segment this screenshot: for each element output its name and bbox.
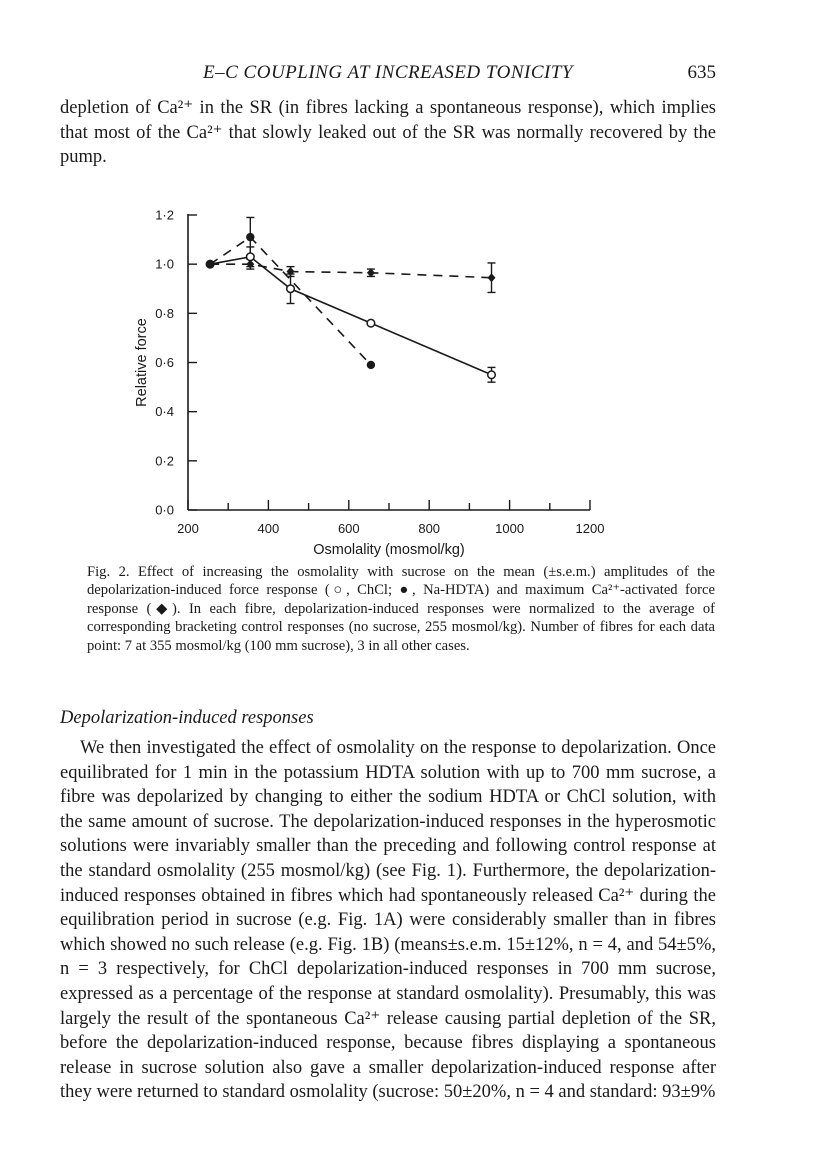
filled-circle-point	[367, 361, 375, 369]
paragraph-continuation	[60, 96, 716, 170]
x-tick-label: 800	[418, 521, 441, 536]
filled-diamond-point	[488, 273, 496, 282]
filled-circle-point	[206, 260, 214, 268]
series-line	[210, 264, 491, 278]
filled-diamond-point	[206, 260, 214, 269]
open-circle-point	[488, 371, 496, 379]
chart-tick-labels	[155, 208, 604, 537]
section-heading: Depolarization-induced responses	[60, 708, 314, 728]
running-head-title: E–C COUPLING AT INCREASED TONICITY	[203, 62, 573, 83]
y-axis-label: Relative force	[134, 318, 150, 407]
filled-circle-point	[246, 233, 254, 241]
figure-caption	[87, 563, 715, 655]
paragraph-1-text: depletion of Ca²⁺ in the SR (in fibres lacking a spontaneous response), which implies that most of the Ca²⁺ that slowly leaked out of the SR was normally recovered by the pump.	[60, 98, 716, 168]
y-tick-label: 0·6	[155, 355, 174, 370]
open-circle-point	[367, 319, 375, 327]
running-head	[60, 62, 716, 86]
x-tick-label: 600	[337, 521, 360, 536]
open-circle-point	[206, 260, 214, 268]
y-tick-label: 0·2	[155, 453, 174, 469]
y-tick-label: 1·0	[155, 256, 174, 272]
y-tick-label: 0·0	[155, 502, 174, 518]
paragraph-depolarization	[60, 736, 716, 1105]
chart-ticks	[188, 215, 590, 510]
paragraph-2-text: We then investigated the effect of osmolality on the response to depolarization. Once equilibrated for 1 min in the potassium HDTA solution with up to 700 mm sucrose, a fibre was depolarized by changing to either the sodium HDTA or ChCl solution, with the same amount of sucrose. The depolarization-induced responses in the hyperosmotic solutions were invariably smaller than the preceding and following control response at the standard osmolality (255 mosmol/kg) (see Fig. 1). Furthermore, the depolarization-induced responses obtained in fibres which had spontaneously released Ca²⁺ during the equilibration period in sucrose (e.g. Fig. 1A) were considerably smaller than in fibres which showed no such release (e.g. Fig. 1B) (means±s.e.m. 15±12%, n = 4, and 54±5%, n = 3 respectively, for ChCl depolarization-induced responses in 700 mm sucrose, expressed as a percentage of the response at standard osmolality). Presumably, this was largely the result of the spontaneous Ca²⁺ release causing partial depletion of the SR, before the depolarization-induced response, because fibres displaying a spontaneous release in sucrose solution also gave a smaller depolarization-induced response after they were returned to standard osmolality (sucrose: 50±20%, n = 4 and standard: 93±9%	[60, 738, 716, 1103]
chart-error-bars	[246, 217, 495, 382]
x-tick-label: 1000	[495, 521, 525, 536]
series-line	[210, 237, 371, 365]
chart-axes	[188, 214, 590, 510]
filled-diamond-point	[287, 267, 295, 276]
filled-diamond-point	[367, 268, 375, 277]
open-circle-point	[247, 253, 255, 261]
y-tick-label: 0·8	[155, 305, 174, 321]
y-tick-label: 0·4	[155, 404, 174, 420]
y-tick-label: 1·2	[155, 207, 174, 223]
x-tick-label: 1200	[575, 521, 605, 536]
chart-markers	[206, 233, 496, 379]
chart-series-lines	[210, 237, 491, 375]
page-number: 635	[687, 62, 716, 83]
x-tick-label: 400	[257, 521, 280, 536]
figure-caption-text: Fig. 2. Effect of increasing the osmolality with sucrose on the mean (±s.e.m.) amplitudes of the depolarization-induced force response (○, ChCl; ●, Na-HDTA) and maximum Ca²⁺-activated force response (◆). In each fibre, depolarization-induced responses were normalized to the average of corresponding bracketing control responses (no sucrose, 255 mosmol/kg). Number of fibres for each data point: 7 at 355 mosmol/kg (100 mm sucrose), 3 in all other cases.	[87, 564, 715, 654]
filled-diamond-point	[246, 260, 254, 269]
open-circle-point	[287, 285, 295, 293]
x-axis-label: Osmolality (mosmol/kg)	[313, 542, 465, 558]
series-line	[210, 257, 491, 375]
x-tick-label: 200	[177, 521, 199, 536]
